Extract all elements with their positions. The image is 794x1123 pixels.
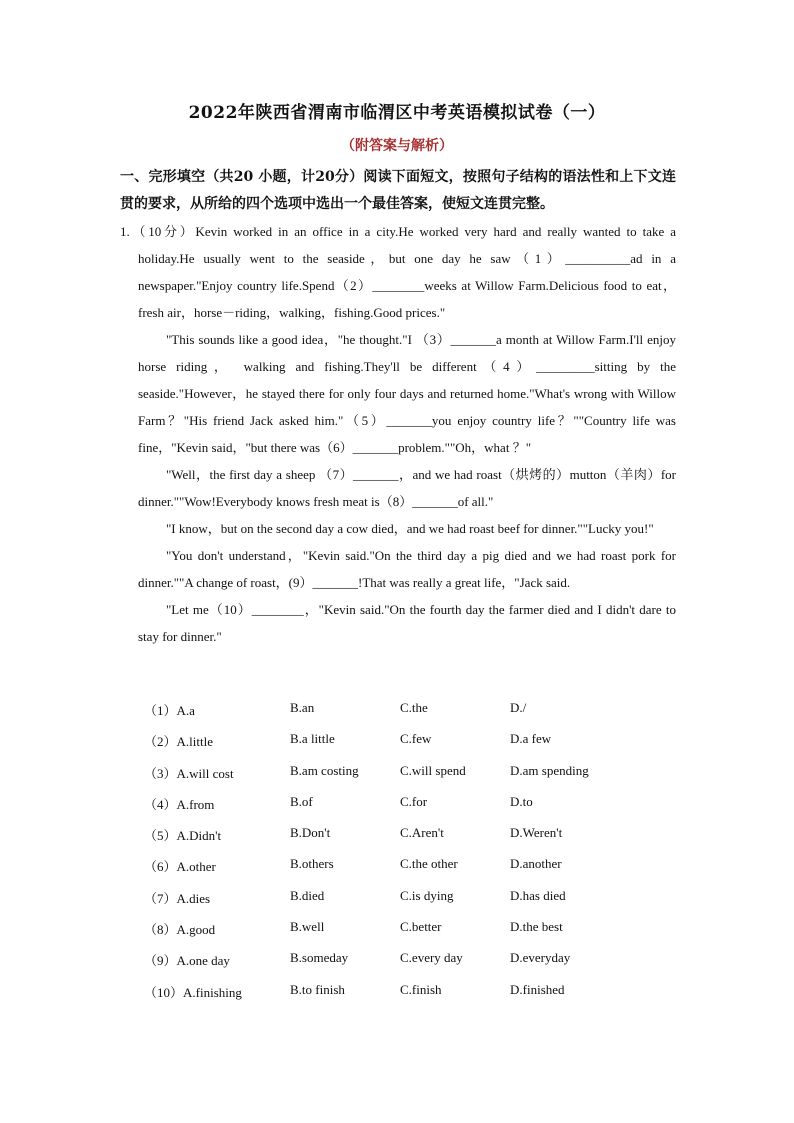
passage-paragraph: "Let me（10）________，"Kevin said."On the fourth day the farmer died and I didn't dare to stay for dinner.": [138, 602, 676, 644]
option-a: （10）A.finishing: [144, 984, 242, 1000]
option-a: （3）A.will cost: [144, 765, 234, 781]
passage-paragraph: "This sounds like a good idea，"he thought."I （3）_______a month at Willow Farm.I'll enjoy horse riding， walking and fishing.They'll be different（4）_________sitting by the seaside."However，he stayed there for only four days and returned home."What's wrong with Willow Farm？"His friend Jack asked him."（5）_______you enjoy country life？""Country life was fine，"Kevin said，"but there was（6）_______problem.""Oh，what ？": [138, 332, 676, 455]
option-c: C.better: [400, 919, 442, 935]
option-a: （2）A.little: [144, 734, 213, 750]
option-b: B.died: [290, 887, 325, 903]
option-c: C.few: [400, 731, 432, 747]
passage-paragraph: "You don't understand，"Kevin said."On the third day a pig died and we had roast pork for dinner.""A change of roast，(9）_______!That was really a great life，"Jack said.: [138, 548, 676, 590]
answer-options-table: [144, 700, 644, 1013]
option-b: B.others: [290, 856, 334, 872]
section-heading: 一、完形填空（共20 小题，计20分）阅读下面短文，按照句子结构的语法性和上下文连贯的要求，从所给的四个选项中选出一个最佳答案，使短文连贯完整。: [120, 169, 676, 212]
option-row: [144, 919, 644, 950]
option-b: B.an: [290, 700, 315, 715]
option-d: D.everyday: [510, 950, 571, 966]
page-title: 2022年陕西省渭南市临渭区中考英语模拟试卷（一）: [188, 103, 606, 123]
passage-paragraph: 1.（10分）Kevin worked in an office in a city.He worked very hard and really wanted to take a holiday.He usually went to the seaside，but one day he saw（1）__________ad in a newspaper."Enjoy country life.Spend（2）________weeks at Willow Farm.Delicious food to eat，fresh air，horse－riding，walking，fishing.Good prices.": [120, 224, 676, 320]
option-row: [144, 794, 644, 825]
option-d: D.the best: [510, 919, 563, 935]
option-d: D.a few: [510, 731, 552, 747]
option-a: （5）A.Didn't: [144, 828, 222, 844]
option-b: B.to finish: [290, 981, 345, 997]
option-row: [144, 856, 644, 887]
option-c: C.will spend: [400, 762, 466, 778]
option-b: B.Don't: [290, 825, 331, 841]
passage-paragraph: "I know，but on the second day a cow died，and we had roast beef for dinner.""Lucky you!": [166, 521, 654, 536]
option-row: [144, 731, 644, 762]
option-row: [144, 700, 644, 731]
option-d: D.has died: [510, 887, 566, 903]
option-d: D.to: [510, 793, 533, 809]
option-c: C.every day: [400, 950, 463, 966]
option-c: C.is dying: [400, 887, 454, 903]
option-row: [144, 950, 644, 981]
option-d: D.finished: [510, 981, 565, 997]
option-row: [144, 888, 644, 919]
option-d: D.another: [510, 856, 562, 872]
option-d: D./: [510, 700, 527, 715]
option-b: B.am costing: [290, 762, 359, 778]
option-row: [144, 982, 644, 1013]
option-b: B.of: [290, 793, 313, 809]
option-d: D.am spending: [510, 762, 589, 778]
option-row: [144, 763, 644, 794]
option-c: C.the other: [400, 856, 458, 872]
passage-paragraph: "Well，the first day a sheep （7）_______，and we had roast（烘烤的）mutton（羊肉）for dinner.""Wow!Everybody knows fresh meat is（8）_______of all.": [138, 467, 676, 509]
option-b: B.someday: [290, 950, 349, 966]
option-row: [144, 825, 644, 856]
cloze-passage: [120, 218, 676, 650]
option-b: B.well: [290, 919, 325, 935]
option-a: （9）A.one day: [144, 953, 230, 969]
option-b: B.a little: [290, 731, 335, 747]
option-d: D.Weren't: [510, 825, 563, 841]
option-c: C.the: [400, 700, 428, 715]
option-c: C.Aren't: [400, 825, 444, 841]
option-a: （7）A.dies: [144, 890, 211, 906]
option-a: （6）A.other: [144, 859, 216, 875]
page-subtitle: （附答案与解析）: [341, 138, 453, 154]
option-c: C.finish: [400, 981, 442, 997]
option-c: C.for: [400, 793, 428, 809]
option-a: （4）A.from: [144, 796, 215, 812]
option-a: （1）A.a: [144, 703, 195, 718]
option-a: （8）A.good: [144, 922, 216, 938]
